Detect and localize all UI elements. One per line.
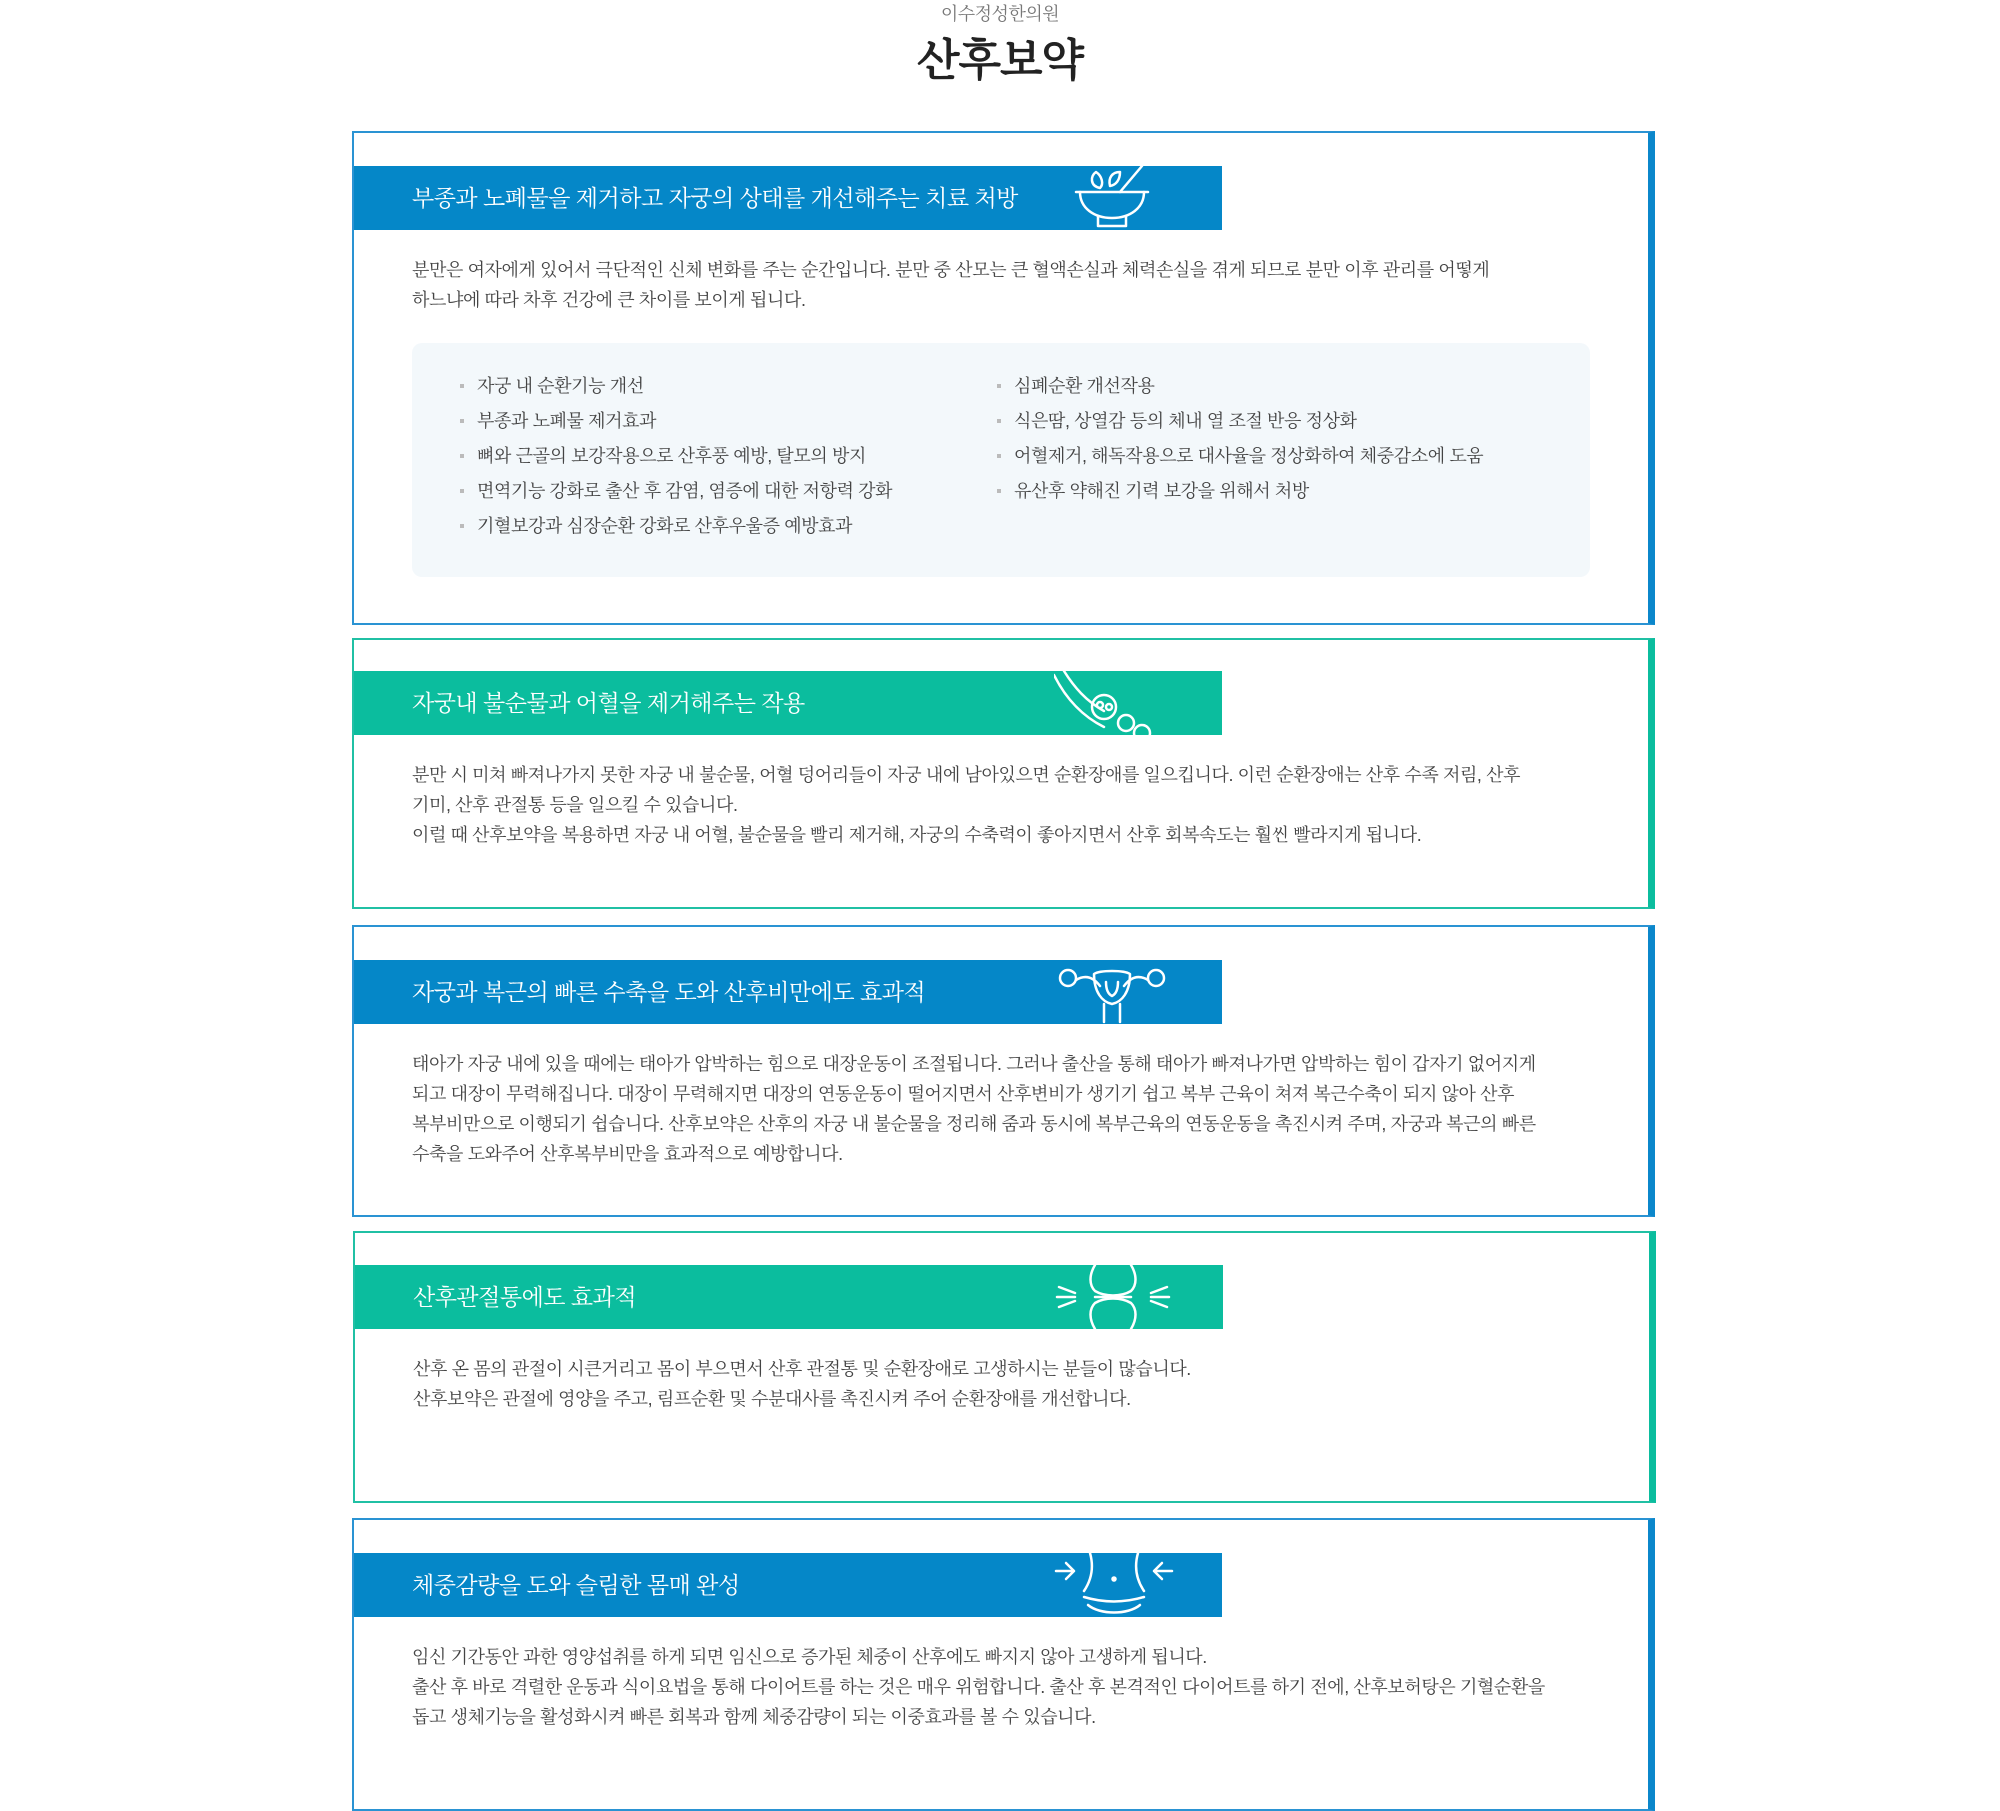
section-card-2 xyxy=(352,638,1655,909)
page-title: 산후보약 xyxy=(916,36,1083,85)
section-heading-text: 산후관절통에도 효과적 xyxy=(413,1284,637,1310)
section-heading-1 xyxy=(354,166,1222,230)
section-body-1 xyxy=(412,255,1590,315)
knee-joint-icon xyxy=(1055,1265,1175,1329)
mortar-and-pestle-icon xyxy=(1054,166,1174,230)
list-item: 기혈보강과 심장순환 강화로 산후우울증 예방효과 xyxy=(460,509,892,544)
paragraph: 분만 시 미쳐 빠져나가지 못한 자궁 내 불순물, 어혈 덩어리들이 자궁 내에 남아있으면 순환장애를 일으킵니다. 이런 순환장애는 산후 수족 저림, 산후 xyxy=(412,765,1521,785)
list-item: 어혈제거, 해독작용으로 대사율을 정상화하여 체중감소에 도움 xyxy=(997,439,1483,474)
section-heading-text: 부종과 노폐물을 제거하고 자궁의 상태를 개선해주는 치료 처방 xyxy=(412,185,1018,211)
section-heading-5 xyxy=(354,1553,1222,1617)
list-item: 유산후 약해진 기력 보강을 위해서 처방 xyxy=(997,474,1483,509)
paragraph: 기미, 산후 관절통 등을 일으킬 수 있습니다. xyxy=(412,795,738,815)
section-card-4 xyxy=(353,1231,1656,1503)
list-item: 식은땀, 상열감 등의 체내 열 조절 반응 정상화 xyxy=(997,404,1483,439)
benefits-list-left xyxy=(460,369,892,544)
paragraph: 하느냐에 따라 차후 건강에 큰 차이를 보이게 됩니다. xyxy=(412,290,806,310)
list-item: 심폐순환 개선작용 xyxy=(997,369,1483,404)
paragraph: 산후보약은 관절에 영양을 주고, 림프순환 및 수분대사를 촉진시켜 주어 순환장애를 개선합니다. xyxy=(413,1389,1131,1409)
section-heading-text: 자궁내 불순물과 어혈을 제거해주는 작용 xyxy=(412,690,805,716)
section-body-4 xyxy=(413,1354,1591,1414)
benefits-box xyxy=(412,343,1590,577)
clinic-name: 이수정성한의원 xyxy=(940,4,1060,24)
list-item: 뼈와 근골의 보강작용으로 산후풍 예방, 탈모의 방지 xyxy=(460,439,892,474)
section-body-5 xyxy=(412,1642,1590,1732)
paragraph: 복부비만으로 이행되기 쉽습니다. 산후보약은 산후의 자궁 내 불순물을 정리해 줌과 동시에 복부근육의 연동운동을 촉진시켜 주며, 자궁과 복근의 빠른 xyxy=(412,1114,1536,1134)
paragraph: 출산 후 바로 격렬한 운동과 식이요법을 통해 다이어트를 하는 것은 매우 위험합니다. 출산 후 본격적인 다이어트를 하기 전에, 산후보허탕은 기혈순환을 xyxy=(412,1677,1545,1697)
section-heading-3 xyxy=(354,960,1222,1024)
paragraph: 산후 온 몸의 관절이 시큰거리고 몸이 부으면서 산후 관절통 및 순환장애로 고생하시는 분들이 많습니다. xyxy=(413,1359,1191,1379)
paragraph: 되고 대장이 무력해집니다. 대장이 무력해지면 대장의 연동운동이 떨어지면서 산후변비가 생기기 쉽고 복부 근육이 쳐져 복근수축이 되지 않아 산후 xyxy=(412,1084,1515,1104)
cells-icon xyxy=(1054,671,1174,735)
section-heading-text: 체중감량을 도와 슬림한 몸매 완성 xyxy=(412,1572,740,1598)
paragraph: 임신 기간동안 과한 영양섭취를 하게 되면 임신으로 증가된 체중이 산후에도 빠지지 않아 고생하게 됩니다. xyxy=(412,1647,1207,1667)
section-body-3 xyxy=(412,1049,1590,1169)
list-item: 면역기능 강화로 출산 후 감염, 염증에 대한 저항력 강화 xyxy=(460,474,892,509)
section-heading-2 xyxy=(354,671,1222,735)
paragraph: 이럴 때 산후보약을 복용하면 자궁 내 어혈, 불순물을 빨리 제거해, 자궁의 수축력이 좋아지면서 산후 회복속도는 훨씬 빨라지게 됩니다. xyxy=(412,825,1422,845)
section-card-5 xyxy=(352,1518,1655,1811)
section-card-1 xyxy=(352,131,1655,625)
uterus-icon xyxy=(1054,960,1174,1024)
paragraph: 분만은 여자에게 있어서 극단적인 신체 변화를 주는 순간입니다. 분만 중 산모는 큰 혈액손실과 체력손실을 겪게 되므로 분만 이후 관리를 어떻게 xyxy=(412,260,1490,280)
paragraph: 태아가 자궁 내에 있을 때에는 태아가 압박하는 힘으로 대장운동이 조절됩니다. 그러나 출산을 통해 태아가 빠져나가면 압박하는 힘이 갑자기 없어지게 xyxy=(412,1054,1536,1074)
section-card-3 xyxy=(352,925,1655,1217)
list-item: 자궁 내 순환기능 개선 xyxy=(460,369,892,404)
paragraph: 수축을 도와주어 산후복부비만을 효과적으로 예방합니다. xyxy=(412,1144,843,1164)
paragraph: 돕고 생체기능을 활성화시켜 빠른 회복과 함께 체중감량이 되는 이중효과를 볼 수 있습니다. xyxy=(412,1707,1096,1727)
section-heading-text: 자궁과 복근의 빠른 수축을 도와 산후비만에도 효과적 xyxy=(412,979,926,1005)
section-heading-4 xyxy=(355,1265,1223,1329)
slim-waist-icon xyxy=(1054,1553,1174,1617)
benefits-list-right xyxy=(997,369,1483,509)
section-body-2 xyxy=(412,760,1590,850)
list-item: 부종과 노폐물 제거효과 xyxy=(460,404,892,439)
